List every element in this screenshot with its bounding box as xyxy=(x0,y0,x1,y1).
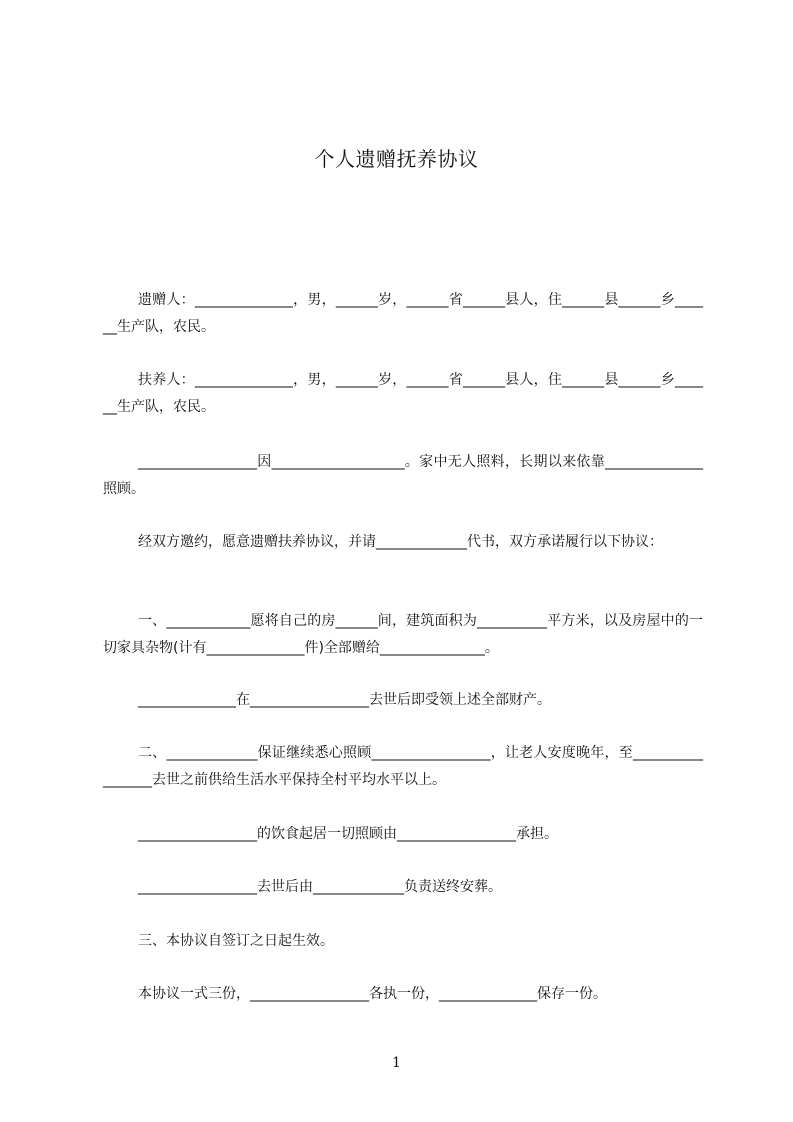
funeral-paragraph: _________________去世后由_____________负责送终安葬。 xyxy=(138,879,502,895)
clause-three-paragraph: 三、本协议自签订之日起生效。 xyxy=(138,933,334,949)
copies-paragraph: 本协议一式三份，_________________各执一份，______________保存一份。 xyxy=(138,986,607,1002)
donor-paragraph: 遗赠人：______________，男，______岁，______省______县人，住______县______乡______生产队，农民。 xyxy=(103,292,703,335)
clause-one-paragraph: 一、____________愿将自己的房______间，建筑面积为__________平方米，以及房屋中的一切家具杂物(计有______________件)全部赠给_______________。 xyxy=(103,613,703,656)
supporter-paragraph: 扶养人：______________，男，______岁，______省______县人，住______县______乡______生产队，农民。 xyxy=(103,372,703,415)
clause-two-paragraph: 二、_____________保证继续悉心照顾_________________，让老人安度晚年，至_________________去世之前供给生活水平保持全村平均水平以上。 xyxy=(103,745,703,788)
agreement-intro-paragraph: 经双方邀约，愿意遗赠扶养协议，并请_____________代书，双方承诺履行以下协议： xyxy=(138,534,663,550)
document-title: 个人遗赠抚养协议 xyxy=(314,147,479,171)
inheritance-paragraph: ______________在_________________去世后即受领上述全部财产。 xyxy=(138,692,551,708)
situation-paragraph: _________________因___________________。家中无人照料，长期以来依靠______________照顾。 xyxy=(103,454,703,497)
page-number: 1 xyxy=(392,1055,401,1071)
care-paragraph: _________________的饮食起居一切照顾由_________________承担。 xyxy=(138,826,558,842)
